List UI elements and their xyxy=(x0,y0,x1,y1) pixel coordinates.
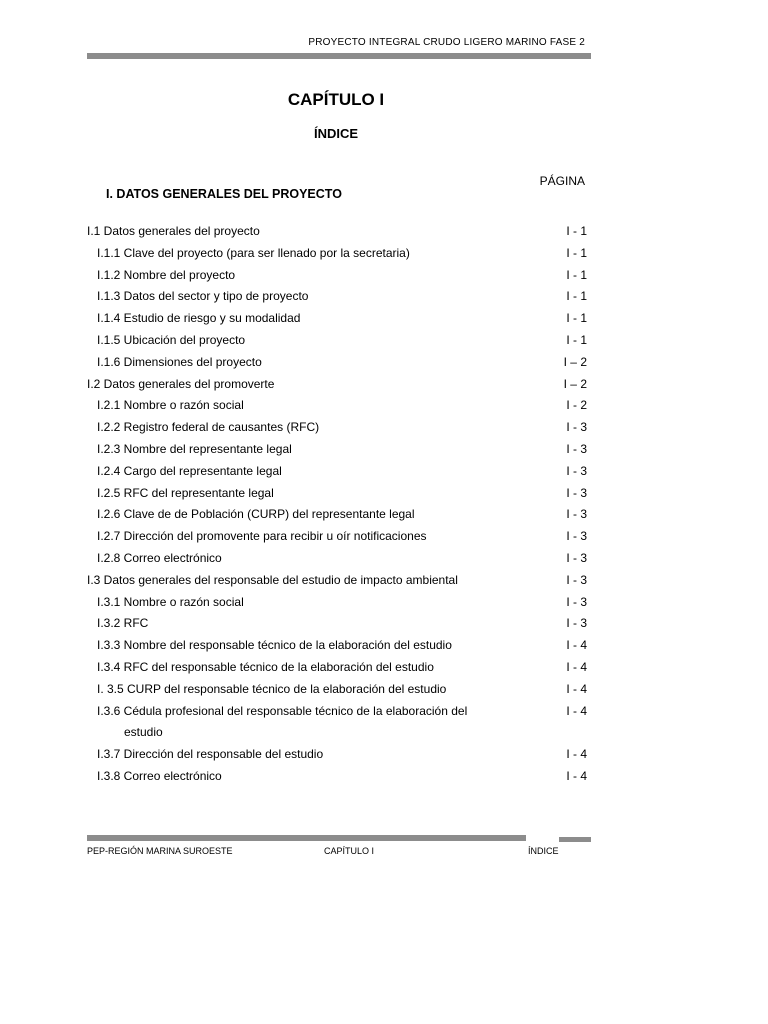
toc-entry-label-continuation: estudio xyxy=(124,725,163,740)
toc-entry-page: I - 4 xyxy=(566,768,587,783)
toc-entry-page: I - 3 xyxy=(566,485,587,500)
toc-entry-label: I.3 Datos generales del responsable del estudio de impacto ambiental xyxy=(87,572,458,587)
toc-entry xyxy=(87,592,589,614)
toc-entry xyxy=(87,308,589,330)
toc-entry-label: I.2.6 Clave de de Población (CURP) del representante legal xyxy=(97,507,415,522)
toc-entry-page: I - 3 xyxy=(566,572,587,587)
toc-entry-label: I.2.7 Dirección del promovente para recibir u oír notificaciones xyxy=(97,529,427,544)
toc-entry-label: I.3.4 RFC del responsable técnico de la elaboración del estudio xyxy=(97,659,434,674)
toc-entry-label: I. 3.5 CURP del responsable técnico de la elaboración del estudio xyxy=(97,681,447,696)
toc-entry-page: I - 1 xyxy=(566,289,587,304)
toc-entry-label: I.1.2 Nombre del proyecto xyxy=(97,267,236,282)
footer-rule-right xyxy=(559,837,591,842)
toc-entry-page: I - 3 xyxy=(566,529,587,544)
toc-entry-label: I.3.1 Nombre o razón social xyxy=(97,594,244,609)
toc-entry xyxy=(87,679,589,701)
toc-entry xyxy=(87,635,589,657)
toc-entry xyxy=(87,548,589,570)
toc-entry xyxy=(87,286,589,308)
toc-entry-page: I - 3 xyxy=(566,550,587,565)
toc-entry xyxy=(87,483,589,505)
toc-entry-page: I - 3 xyxy=(566,441,587,456)
toc-entry-label: I.2.8 Correo electrónico xyxy=(97,550,222,565)
toc-entry-page: I - 3 xyxy=(566,594,587,609)
toc-entry-page: I - 4 xyxy=(566,681,587,696)
toc-entry-page: I - 3 xyxy=(566,420,587,435)
toc-entry-page: I - 4 xyxy=(566,703,587,718)
toc-entry xyxy=(87,243,589,265)
toc-entry xyxy=(87,330,589,352)
toc-entry xyxy=(87,265,589,287)
toc-entry-page: I - 1 xyxy=(566,332,587,347)
toc-entry-label: I.1.4 Estudio de riesgo y su modalidad xyxy=(97,311,301,326)
toc-entry-page: I – 2 xyxy=(563,354,587,369)
toc-entry xyxy=(87,701,589,745)
footer-left-text: PEP-REGIÓN MARINA SUROESTE xyxy=(87,846,233,856)
toc-entry-label: I.1.3 Datos del sector y tipo de proyecto xyxy=(97,289,309,304)
toc-entry xyxy=(87,352,589,374)
page-column-label: PÁGINA xyxy=(539,174,585,188)
toc-entry xyxy=(87,526,589,548)
toc-entry xyxy=(87,613,589,635)
toc-entry xyxy=(87,744,589,766)
header-rule xyxy=(87,53,591,59)
toc-entry-page: I - 1 xyxy=(566,245,587,260)
toc-entry-page: I - 4 xyxy=(566,747,587,762)
toc-entry-page: I - 3 xyxy=(566,507,587,522)
toc-entry xyxy=(87,570,589,592)
toc-entry-page: I - 3 xyxy=(566,616,587,631)
toc-entry-label xyxy=(87,701,487,745)
toc-entry-page: I - 4 xyxy=(566,659,587,674)
toc-entry xyxy=(87,766,589,788)
toc-entry-page: I - 2 xyxy=(566,398,587,413)
toc-entry-label: I.2.4 Cargo del representante legal xyxy=(97,463,282,478)
toc-entry-label: I.2.5 RFC del representante legal xyxy=(97,485,274,500)
toc-entry-label: I.2.1 Nombre o razón social xyxy=(97,398,244,413)
toc-entry-label: I.3.2 RFC xyxy=(97,616,149,631)
running-header: PROYECTO INTEGRAL CRUDO LIGERO MARINO FASE 2 xyxy=(308,37,585,48)
toc-entry xyxy=(87,657,589,679)
toc-entry-label: I.1.5 Ubicación del proyecto xyxy=(97,332,246,347)
toc-entry-page: I - 1 xyxy=(566,311,587,326)
toc-entry-label: I.2.2 Registro federal de causantes (RFC) xyxy=(97,420,320,435)
toc-entry-label: I.3.7 Dirección del responsable del estudio xyxy=(97,747,324,762)
toc-entry xyxy=(87,374,589,396)
toc-entry-label: I.2 Datos generales del promoverte xyxy=(87,376,275,391)
footer-rule-left xyxy=(87,835,526,841)
toc-entry xyxy=(87,221,589,243)
toc-entry xyxy=(87,417,589,439)
toc-entry-label: I.3.8 Correo electrónico xyxy=(97,768,222,783)
footer-right-text: ÍNDICE xyxy=(528,846,559,856)
toc-entry-label-line: I.3.6 Cédula profesional del responsable técnico de la elaboración del xyxy=(97,703,468,718)
toc-entry-page: I - 1 xyxy=(566,224,587,238)
footer-center-text: CAPÍTULO I xyxy=(324,846,375,856)
toc-entry-label: I.3.3 Nombre del responsable técnico de la elaboración del estudio xyxy=(97,638,452,653)
toc-entry-label: I.1 Datos generales del proyecto xyxy=(87,224,260,238)
toc-entry xyxy=(87,439,589,461)
section-heading: I. DATOS GENERALES DEL PROYECTO xyxy=(106,187,342,201)
toc-entry-label: I.1.6 Dimensiones del proyecto xyxy=(97,354,262,369)
toc-entry xyxy=(87,395,589,417)
toc-entry-label: I.1.1 Clave del proyecto (para ser llenado por la secretaria) xyxy=(97,245,410,260)
chapter-title: CAPÍTULO I xyxy=(287,90,385,109)
toc-entry-page: I - 1 xyxy=(566,267,587,282)
toc-entry-page: I – 2 xyxy=(563,376,587,391)
table-of-contents xyxy=(87,221,589,788)
toc-entry-page: I - 4 xyxy=(566,638,587,653)
toc-entry-label: I.2.3 Nombre del representante legal xyxy=(97,441,292,456)
toc-entry xyxy=(87,461,589,483)
toc-entry-page: I - 3 xyxy=(566,463,587,478)
index-title: ÍNDICE xyxy=(313,126,359,141)
toc-entry xyxy=(87,504,589,526)
